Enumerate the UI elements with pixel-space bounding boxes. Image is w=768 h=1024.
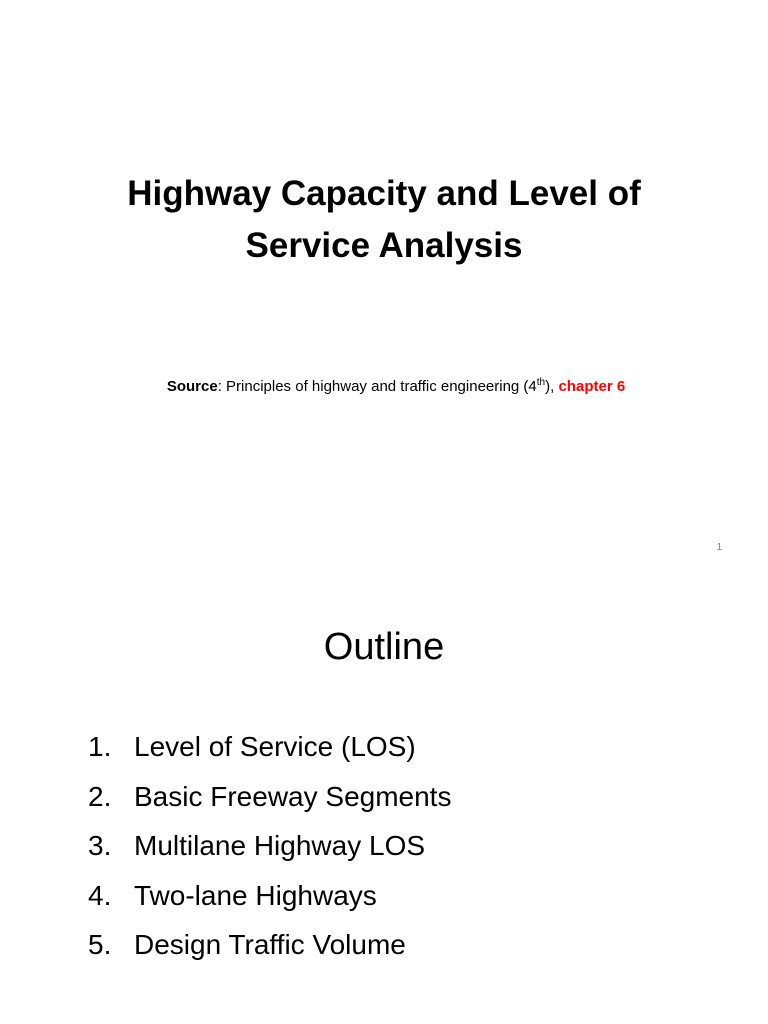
- list-item-number: 2.: [88, 780, 112, 812]
- outline-list: [88, 722, 451, 970]
- source-after: ),: [545, 378, 559, 395]
- list-item-number: 5.: [88, 929, 112, 960]
- list-item-number: 3.: [88, 830, 112, 861]
- list-item-label: Basic Freeway Segments: [134, 780, 452, 812]
- source-text: Principles of highway and traffic engineering (4: [226, 378, 537, 395]
- list-item: [88, 871, 451, 921]
- list-item-label: Design Traffic Volume: [134, 929, 406, 960]
- list-item: [88, 772, 451, 822]
- page-number: 1: [716, 542, 722, 553]
- list-item: [88, 920, 451, 970]
- source-separator: :: [217, 378, 227, 395]
- outline-title: Outline: [323, 626, 445, 668]
- slide-title-line-2: Service Analysis: [245, 226, 523, 265]
- list-item-label: Two-lane Highways: [134, 879, 377, 911]
- source-superscript: th: [536, 377, 546, 388]
- outline-slide: [0, 576, 768, 1024]
- slide-title-line-1: Highway Capacity and Level of: [127, 174, 641, 213]
- source-citation: [60, 376, 732, 398]
- list-item: [88, 722, 451, 772]
- list-item: [88, 821, 451, 871]
- source-label: Source: [166, 378, 218, 395]
- list-item-number: 4.: [88, 879, 112, 911]
- list-item-number: 1.: [88, 731, 112, 762]
- list-item-label: Level of Service (LOS): [134, 731, 416, 762]
- source-chapter: chapter 6: [558, 378, 626, 395]
- slide-title: [84, 168, 684, 272]
- list-item-label: Multilane Highway LOS: [134, 830, 426, 861]
